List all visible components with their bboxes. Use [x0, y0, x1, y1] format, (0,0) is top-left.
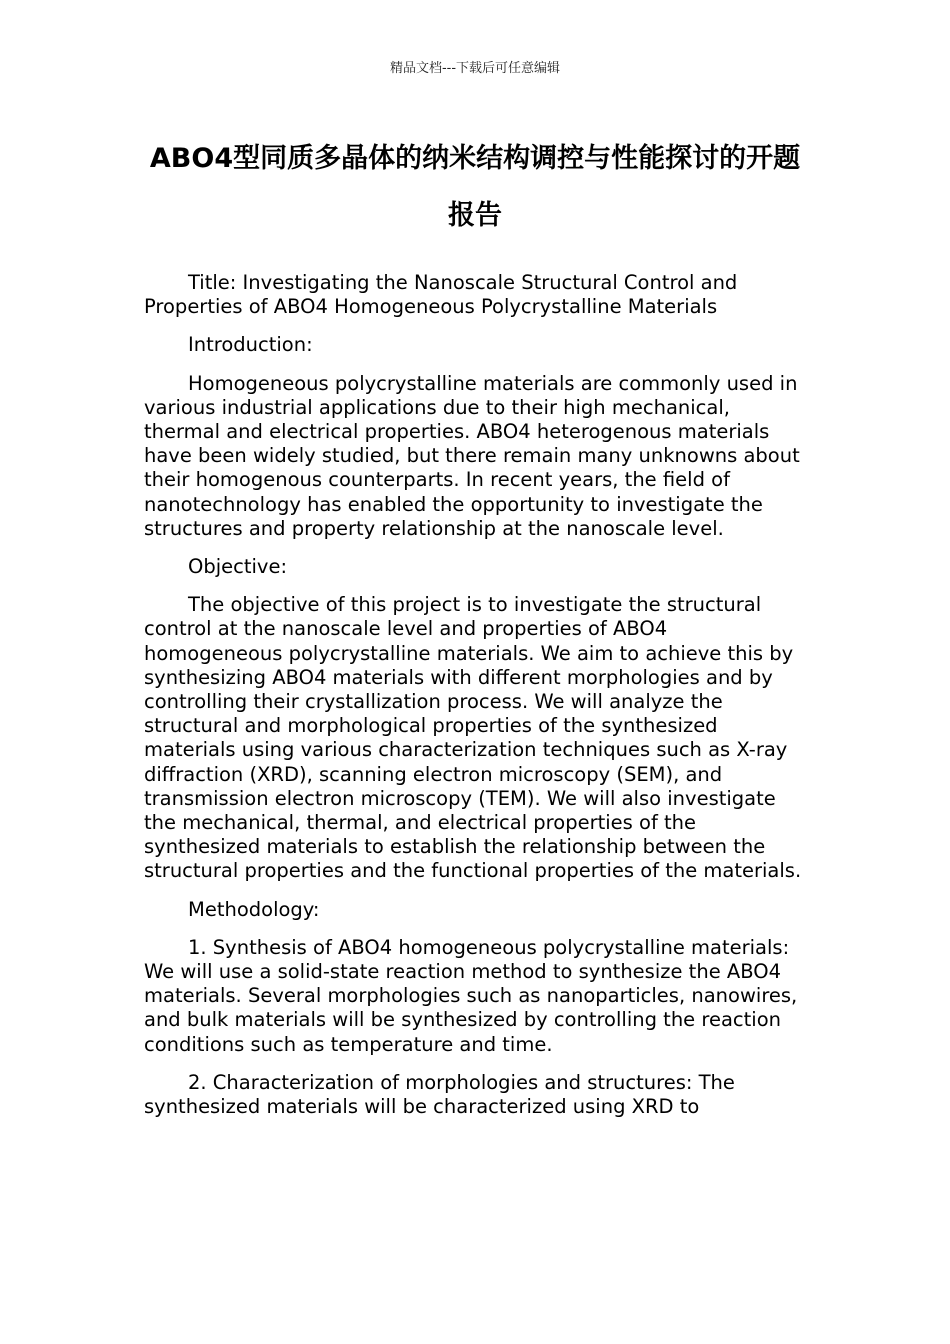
heading-objective: Objective: [188, 555, 288, 579]
page-header: 精品文档---下载后可任意编辑 [389, 61, 561, 76]
paragraph-introduction: Homogeneous polycrystalline materials are commonly used in various industrial applications due to their high mechanical, thermal and electrical properties. ABO4 heterogenous materials have been widely studied, but there remain many unknowns about their homogenous counterparts. In recent years, the field of nanotechnology has enabled the opportunity to investigate the structures and property relationship at the nanoscale level. [144, 371, 800, 540]
heading-methodology: Methodology: [188, 897, 320, 921]
document-body [144, 271, 808, 1133]
document-title: ABO4型同质多晶体的纳米结构调控与性能探讨的开题报告 [149, 143, 801, 231]
heading-introduction: Introduction: [188, 333, 313, 357]
paragraph-title: Title: Investigating the Nanoscale Structural Control and Properties of ABO4 Homogeneous Polycrystalline Materials [144, 271, 738, 319]
paragraph-method-1: 1. Synthesis of ABO4 homogeneous polycrystalline materials: We will use a solid-state reaction method to synthesize the ABO4 materials. Several morphologies such as nanoparticles, nanowires, and bulk materials will be synthesized by controlling the reaction conditions such as temperature and time. [144, 935, 798, 1056]
paragraph-objective: The objective of this project is to investigate the structural control at the nanoscale level and properties of ABO4 homogeneous polycrystalline materials. We aim to achieve this by synthesizing ABO4 materials with different morphologies and by controlling their crystallization process. We will analyze the structural and morphological properties of the synthesized materials using various characterization techniques such as X-ray diffraction (XRD), scanning electron microscopy (SEM), and transmission electron microscopy (TEM). We will also investigate the mechanical, thermal, and electrical properties of the synthesized materials to establish the relationship between the structural properties and the functional properties of the materials. [144, 593, 802, 883]
paragraph-method-2: 2. Characterization of morphologies and structures: The synthesized materials will be characterized using XRD to [144, 1070, 735, 1119]
